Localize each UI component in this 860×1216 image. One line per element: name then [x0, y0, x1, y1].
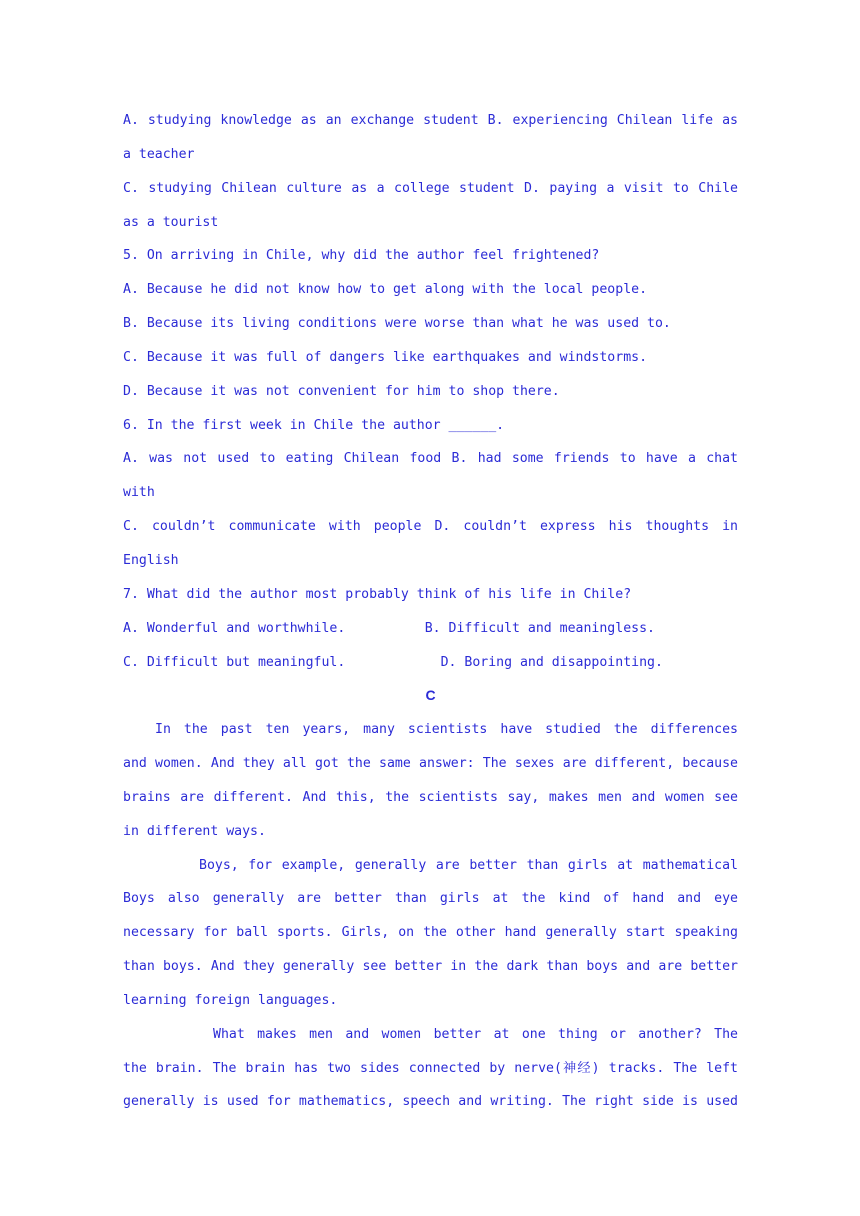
- q6-option-b-continued: with: [123, 485, 155, 501]
- q5-stem: 5. On arriving in Chile, why did the author feel frightened?: [123, 248, 600, 264]
- paragraph-3-line: the brain. The brain has two sides connected by nerve(神经) tracks. The left: [123, 1060, 738, 1076]
- q6-stem: 6. In the first week in Chile the author ______.: [123, 417, 505, 433]
- q7-stem: 7. What did the author most probably think of his life in Chile?: [123, 586, 632, 602]
- q6-option-d-continued: English: [123, 552, 179, 568]
- document-body: [123, 104, 738, 1119]
- paragraph-1-line: brains are different. And this, the scientists say, makes men and women see: [123, 789, 738, 805]
- q5-option-b: B. Because its living conditions were worse than what he was used to.: [123, 316, 671, 332]
- paragraph-2-line: necessary for ball sports. Girls, on the other hand generally start speaking: [123, 925, 738, 941]
- paragraph-2-line: learning foreign languages.: [123, 992, 338, 1008]
- paragraph-3-line: generally is used for mathematics, speech and writing. The right side is used: [123, 1094, 738, 1110]
- q6-options-a-b: A. was not used to eating Chilean food B. had some friends to have a chat: [123, 451, 738, 467]
- paragraph-1-line: and women. And they all got the same answer: The sexes are different, because: [123, 756, 738, 772]
- paragraph-1-line: in different ways.: [123, 823, 266, 839]
- section-heading: C: [425, 687, 436, 704]
- paragraph-2-line: Boys also generally are better than girls at the kind of hand and eye: [123, 891, 738, 907]
- paragraph-3-line: What makes men and women better at one thing or another? The: [213, 1026, 738, 1042]
- q4-options-a-b: A. studying knowledge as an exchange student B. experiencing Chilean life as: [123, 113, 738, 128]
- q7-options-c-d: C. Difficult but meaningful. D. Boring and disappointing.: [123, 654, 663, 670]
- paragraph-2-line: than boys. And they generally see better in the dark than boys and are better: [123, 959, 738, 975]
- paragraph-2-line: Boys, for example, generally are better than girls at mathematical: [199, 857, 738, 873]
- q5-option-c: C. Because it was full of dangers like earthquakes and windstorms.: [123, 349, 648, 365]
- q5-option-a: A. Because he did not know how to get along with the local people.: [123, 282, 648, 298]
- q4-options-c-d: C. studying Chilean culture as a college student D. paying a visit to Chile: [123, 180, 738, 196]
- q4-option-b-continued: a teacher: [123, 146, 195, 162]
- q4-option-d-continued: as a tourist: [123, 214, 219, 230]
- paragraph-1-line: In the past ten years, many scientists have studied the differences: [155, 722, 738, 738]
- q7-options-a-b: A. Wonderful and worthwhile. B. Difficult and meaningless.: [123, 620, 655, 636]
- q6-options-c-d: C. couldn’t communicate with people D. couldn’t express his thoughts in: [123, 519, 738, 535]
- q5-option-d: D. Because it was not convenient for him to shop there.: [123, 383, 560, 399]
